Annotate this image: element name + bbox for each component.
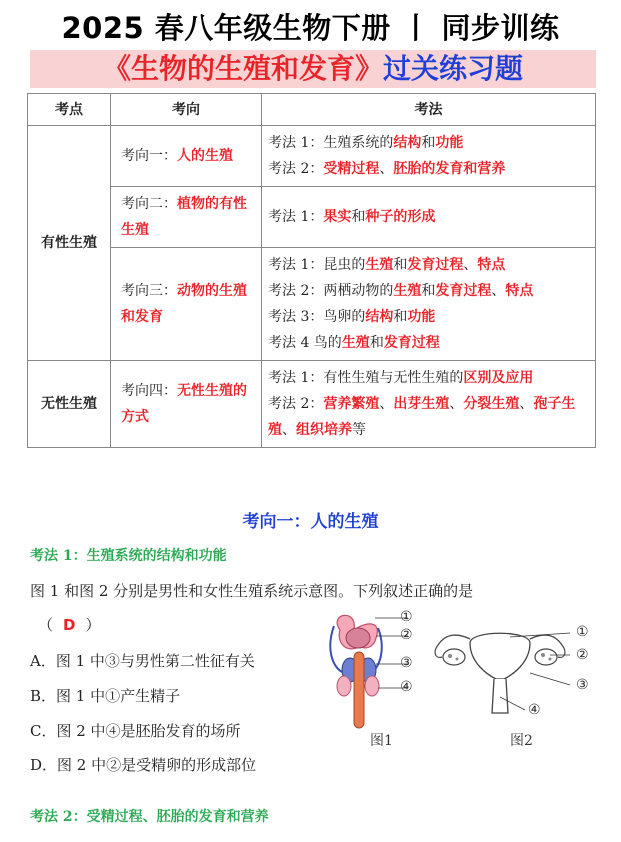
key-term: 功能 (407, 309, 436, 325)
fig2-label-2: ② (576, 647, 589, 663)
doc-title: 2025 春八年级生物下册 丨 同步训练 (61, 11, 560, 45)
direction-topic: 植物的有性生殖 (121, 196, 247, 238)
method-text: 考法 1：有性生殖与无性生殖的 (268, 370, 464, 386)
table-row (28, 361, 596, 448)
method-text: 、 (519, 396, 534, 412)
option-d: D．图 2 中②是受精卵的形成部位 (30, 756, 257, 774)
method-line (268, 204, 589, 230)
header-cell-direction: 考向 (111, 94, 262, 126)
category-cell: 有性生殖 (28, 126, 111, 361)
method-line (268, 330, 589, 356)
method-text: 、 (379, 161, 394, 177)
key-term: 果实 (323, 209, 352, 225)
key-term: 出芽生殖 (393, 396, 450, 412)
answer-letter: D (63, 616, 76, 634)
table-row (28, 187, 596, 248)
method-line (268, 391, 589, 443)
fig1-label-4: ④ (400, 679, 413, 695)
direction-prefix: 考向一： (121, 148, 177, 164)
header-cell-method: 考法 (262, 94, 596, 126)
fig1-caption: 图1 (370, 733, 393, 749)
method-cell (262, 126, 596, 187)
fig2-caption: 图2 (510, 733, 533, 749)
key-term: 受精过程 (323, 161, 380, 177)
option-a: A．图 1 中③与男性第二性征有关 (30, 652, 255, 670)
method-text: 和 (421, 135, 436, 151)
option-c: C．图 2 中④是胚胎发育的场所 (30, 722, 241, 740)
outline-table (27, 93, 596, 448)
method-text: 、 (449, 396, 464, 412)
header-cell-point: 考点 (28, 94, 111, 126)
method-text: 和 (369, 335, 384, 351)
key-term: 营养繁殖 (323, 396, 380, 412)
method-text: 、 (463, 257, 478, 273)
direction-topic: 无性生殖的方式 (121, 383, 247, 425)
law1-title: 考法 1：生殖系统的结构和功能 (30, 548, 227, 564)
category-cell: 无性生殖 (28, 361, 111, 448)
key-term: 生殖 (365, 257, 394, 273)
direction-prefix: 考向三： (121, 283, 177, 299)
direction-topic: 动物的生殖和发育 (121, 283, 247, 325)
method-text: 考法 3：鸟卵的 (268, 309, 366, 325)
subtitle-suffix: 过关练习题 (383, 52, 524, 85)
fig2-label-4: ④ (528, 702, 541, 718)
direction-cell (111, 361, 262, 448)
key-term: 组织培养 (296, 422, 352, 438)
direction-prefix: 考向二： (121, 196, 177, 212)
method-text: 考法 1：昆虫的 (268, 257, 366, 273)
direction-cell (111, 187, 262, 248)
method-line (268, 365, 589, 391)
key-term: 发育过程 (407, 257, 464, 273)
fig2-label-3: ③ (576, 677, 589, 693)
method-text: 、 (491, 283, 506, 299)
method-text: 和 (393, 257, 408, 273)
method-line (268, 156, 589, 182)
key-term: 结构 (393, 135, 422, 151)
direction-cell (111, 126, 262, 187)
direction-topic: 人的生殖 (177, 148, 233, 164)
method-text: 和 (393, 309, 408, 325)
key-term: 区别及应用 (463, 370, 534, 386)
method-text: 考法 1：生殖系统的 (268, 135, 394, 151)
fig1-label-3: ③ (400, 655, 413, 671)
option-b: B．图 1 中①产生精子 (30, 687, 181, 705)
method-line (268, 252, 589, 278)
female-reproductive-diagram (430, 615, 575, 720)
key-term: 胚胎的发育和营养 (393, 161, 506, 177)
table-row (28, 248, 596, 361)
method-text: 考法 2：两栖动物的 (268, 283, 394, 299)
method-text: 等 (352, 422, 366, 438)
key-term: 生殖 (341, 335, 370, 351)
method-text: 考法 2： (268, 161, 324, 177)
fig2-label-1: ① (576, 624, 589, 640)
answer-bracket (38, 614, 100, 635)
key-term: 特点 (505, 283, 534, 299)
section-title: 考向一：人的生殖 (242, 512, 379, 532)
subtitle-book-name: 《生物的生殖和发育》 (102, 52, 383, 85)
method-text: 和 (351, 209, 366, 225)
method-line (268, 278, 589, 304)
table-row (28, 126, 596, 187)
key-term: 结构 (365, 309, 394, 325)
key-term: 孢子生殖 (268, 396, 576, 438)
key-term: 发育过程 (435, 283, 492, 299)
method-line (268, 304, 589, 330)
method-text: 、 (282, 422, 296, 438)
method-text: 考法 1： (268, 209, 324, 225)
key-term: 种子的形成 (365, 209, 436, 225)
method-text: 和 (421, 283, 436, 299)
method-cell (262, 248, 596, 361)
method-line (268, 130, 589, 156)
question-stem: 图 1 和图 2 分别是男性和女性生殖系统示意图。下列叙述正确的是 (30, 582, 474, 600)
key-term: 分裂生殖 (463, 396, 520, 412)
method-cell (262, 361, 596, 448)
fig1-label-1: ① (400, 609, 413, 625)
direction-prefix: 考向四： (121, 383, 177, 399)
doc-subtitle (30, 50, 596, 88)
key-term: 特点 (477, 257, 506, 273)
fig1-label-2: ② (400, 627, 413, 643)
key-term: 发育过程 (383, 335, 440, 351)
law2-title: 考法 2：受精过程、胚胎的发育和营养 (30, 809, 269, 825)
method-text: 考法 4 鸟的 (268, 335, 342, 351)
method-cell (262, 187, 596, 248)
key-term: 功能 (435, 135, 464, 151)
paren-open: （ (38, 616, 54, 634)
table-header-row (28, 94, 596, 126)
method-text: 考法 2： (268, 396, 324, 412)
paren-close: ） (85, 616, 101, 634)
method-text: 、 (379, 396, 394, 412)
key-term: 生殖 (393, 283, 422, 299)
direction-cell (111, 248, 262, 361)
